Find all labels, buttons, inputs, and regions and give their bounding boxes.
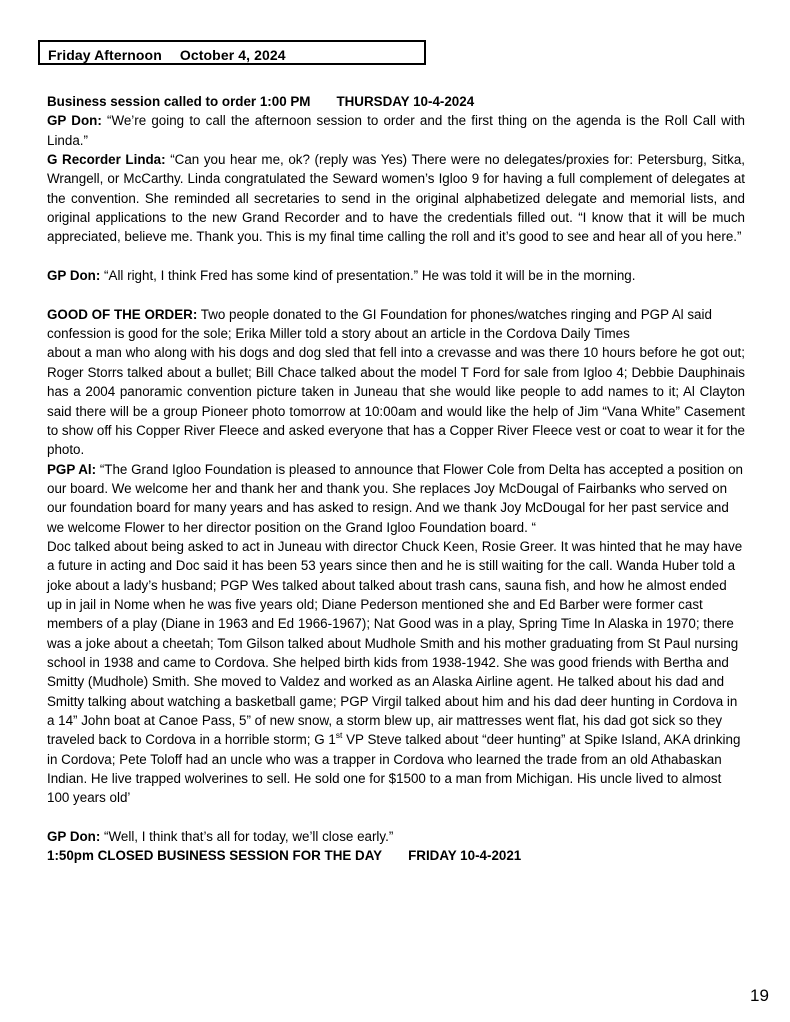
session-open-time: Business session called to order 1:00 PM <box>47 94 311 109</box>
paragraph-text: “The Grand Igloo Foundation is pleased to announce that Flower Cole from Delta has accepted a position on our board. We welcome her and thank her and thank you. She replaces Joy McDougal of Fairbanks who served on our foundation board for many years and has asked to resign. And we thank Joy McDougal for her past service and we welcome Flower to her director position on the Grand Igloo Foundation board. “ <box>47 461 743 535</box>
title-label: Friday Afternoon <box>48 47 162 63</box>
paragraph-gp-don-close <box>47 827 745 846</box>
page-number: 19 <box>750 986 769 1005</box>
speaker-label: G Recorder Linda: <box>47 152 166 168</box>
paragraph-text: “We’re going to call the afternoon session to order and the first thing on the agenda is the Roll Call with Linda.” <box>47 113 745 148</box>
paragraph-text: Doc talked about being asked to act in Juneau with director Chuck Keen, Rosie Greer. It was hinted that he may have a future in acting and Doc said it has been 53 years since then and he is still waiting for the call. Wanda Huber told a joke about a lady’s husband; PGP Wes talked about talked about trash cans, sauna fish, and how he almost ended up in jail in Nome when he was five years old; Diane Pederson mentioned she and Ed Barber were former cast members of a play (Diane in 1963 and Ed 1966-1967); Nat Good was in a play, Spring Time In Alaska in 1970; there was a joke about a cheetah; Tom Gilson talked about Mudhole Smith and his mother graduating from St Paul nursing school in 1938 and came to Cordova. She helped birth kids from 1938-1942. She was good friends with Bertha and Smitty (Mudhole) Smith. She moved to Valdez and worked as an Alaska Airline agent. He talked about his dad and Smitty talking about watching a basketball game; PGP Virgil talked about him and his dad deer hunting in Cordova in a 14” John boat at Canoe Pass, 5” of new snow, a storm blew up, air mattresses went flat, his dad got sick so they traveled back to Cordova in a horrible storm; G 1 <box>47 538 743 748</box>
speaker-label: GP Don: <box>47 113 102 129</box>
paragraph-text: VP Steve talked about “deer hunting” at Spike Island, AKA drinking in Cordova; Pete Toloff had an uncle who was a trapper in Cordova who learned the trade from an old Athabaskan Indian. He live trapped wolverines to sell. He sold one for $1500 to a man from Michigan. His uncle lived to almost 100 years old’ <box>47 732 741 806</box>
ordinal-superscript: st <box>335 729 343 740</box>
paragraph-text: Two people donated to the GI Foundation for phones/watches ringing and PGP Al said confession is good for the sole; Erika Miller told a story about an article in the Cordova Daily Times <box>47 306 712 342</box>
title-box <box>38 40 426 65</box>
session-open-line <box>47 92 745 111</box>
paragraph-good-of-order-intro <box>47 305 745 344</box>
paragraph-text: about a man who along with his dogs and dog sled that fell into a crevasse and was there 10 hours before he got out; Roger Storrs talked about a bullet; Bill Chace talked about the model T Ford for sale from Igloo 4; Debbie Dauphinais has a 2004 panoramic convention picture taken in Juneau that she would like people to add names to it; Al Clayton said there will be a group Pioneer photo tomorrow at 10:00am and would like the help of Jim “Vana White” Casement to show off his Copper River Fleece and asked everyone that has a Copper River Fleece vest or coat to wear it for the photo. <box>47 345 745 458</box>
document-body <box>47 92 745 866</box>
paragraph-text: “Well, I think that’s all for today, we’ll close early.” <box>100 829 394 845</box>
paragraph-recorder-linda <box>47 150 745 247</box>
speaker-label: PGP Al: <box>47 461 97 477</box>
speaker-label: GP Don: <box>47 268 101 284</box>
session-open-day: THURSDAY 10-4-2024 <box>336 94 475 109</box>
page-title <box>48 47 286 63</box>
paragraph-gp-don-presentation <box>47 266 745 285</box>
paragraph-stories <box>47 537 745 808</box>
paragraph-text: “All right, I think Fred has some kind of presentation.” He was told it will be in the morning. <box>100 268 636 284</box>
session-close-day: FRIDAY 10-4-2021 <box>408 848 522 864</box>
paragraph-good-of-order-body <box>47 343 745 459</box>
session-close-time: 1:50pm CLOSED BUSINESS SESSION FOR THE DAY <box>47 848 383 864</box>
paragraph-pgp-al <box>47 460 745 537</box>
paragraph-gp-don-roll-call <box>47 111 745 150</box>
section-heading: GOOD OF THE ORDER: <box>47 306 198 322</box>
session-close-line <box>47 846 745 865</box>
paragraph-text: “Can you hear me, ok? (reply was Yes) There were no delegates/proxies for: Petersburg, Sitka, Wrangell, or McCarthy. Linda congratulated the Seward women’s Igloo 9 for having a full complement of delegates at the convention. She reminded all secretaries to send in the original alphabetized delegate and memorial lists, and original applications to the new Grand Recorder and to have the credentials filled out. “I know that it will be much appreciated, believe me. Thank you. This is my final time calling the roll and it’s good to see and hear all of you here.” <box>47 152 745 245</box>
speaker-label: GP Don: <box>47 829 101 845</box>
title-date: October 4, 2024 <box>179 47 286 63</box>
